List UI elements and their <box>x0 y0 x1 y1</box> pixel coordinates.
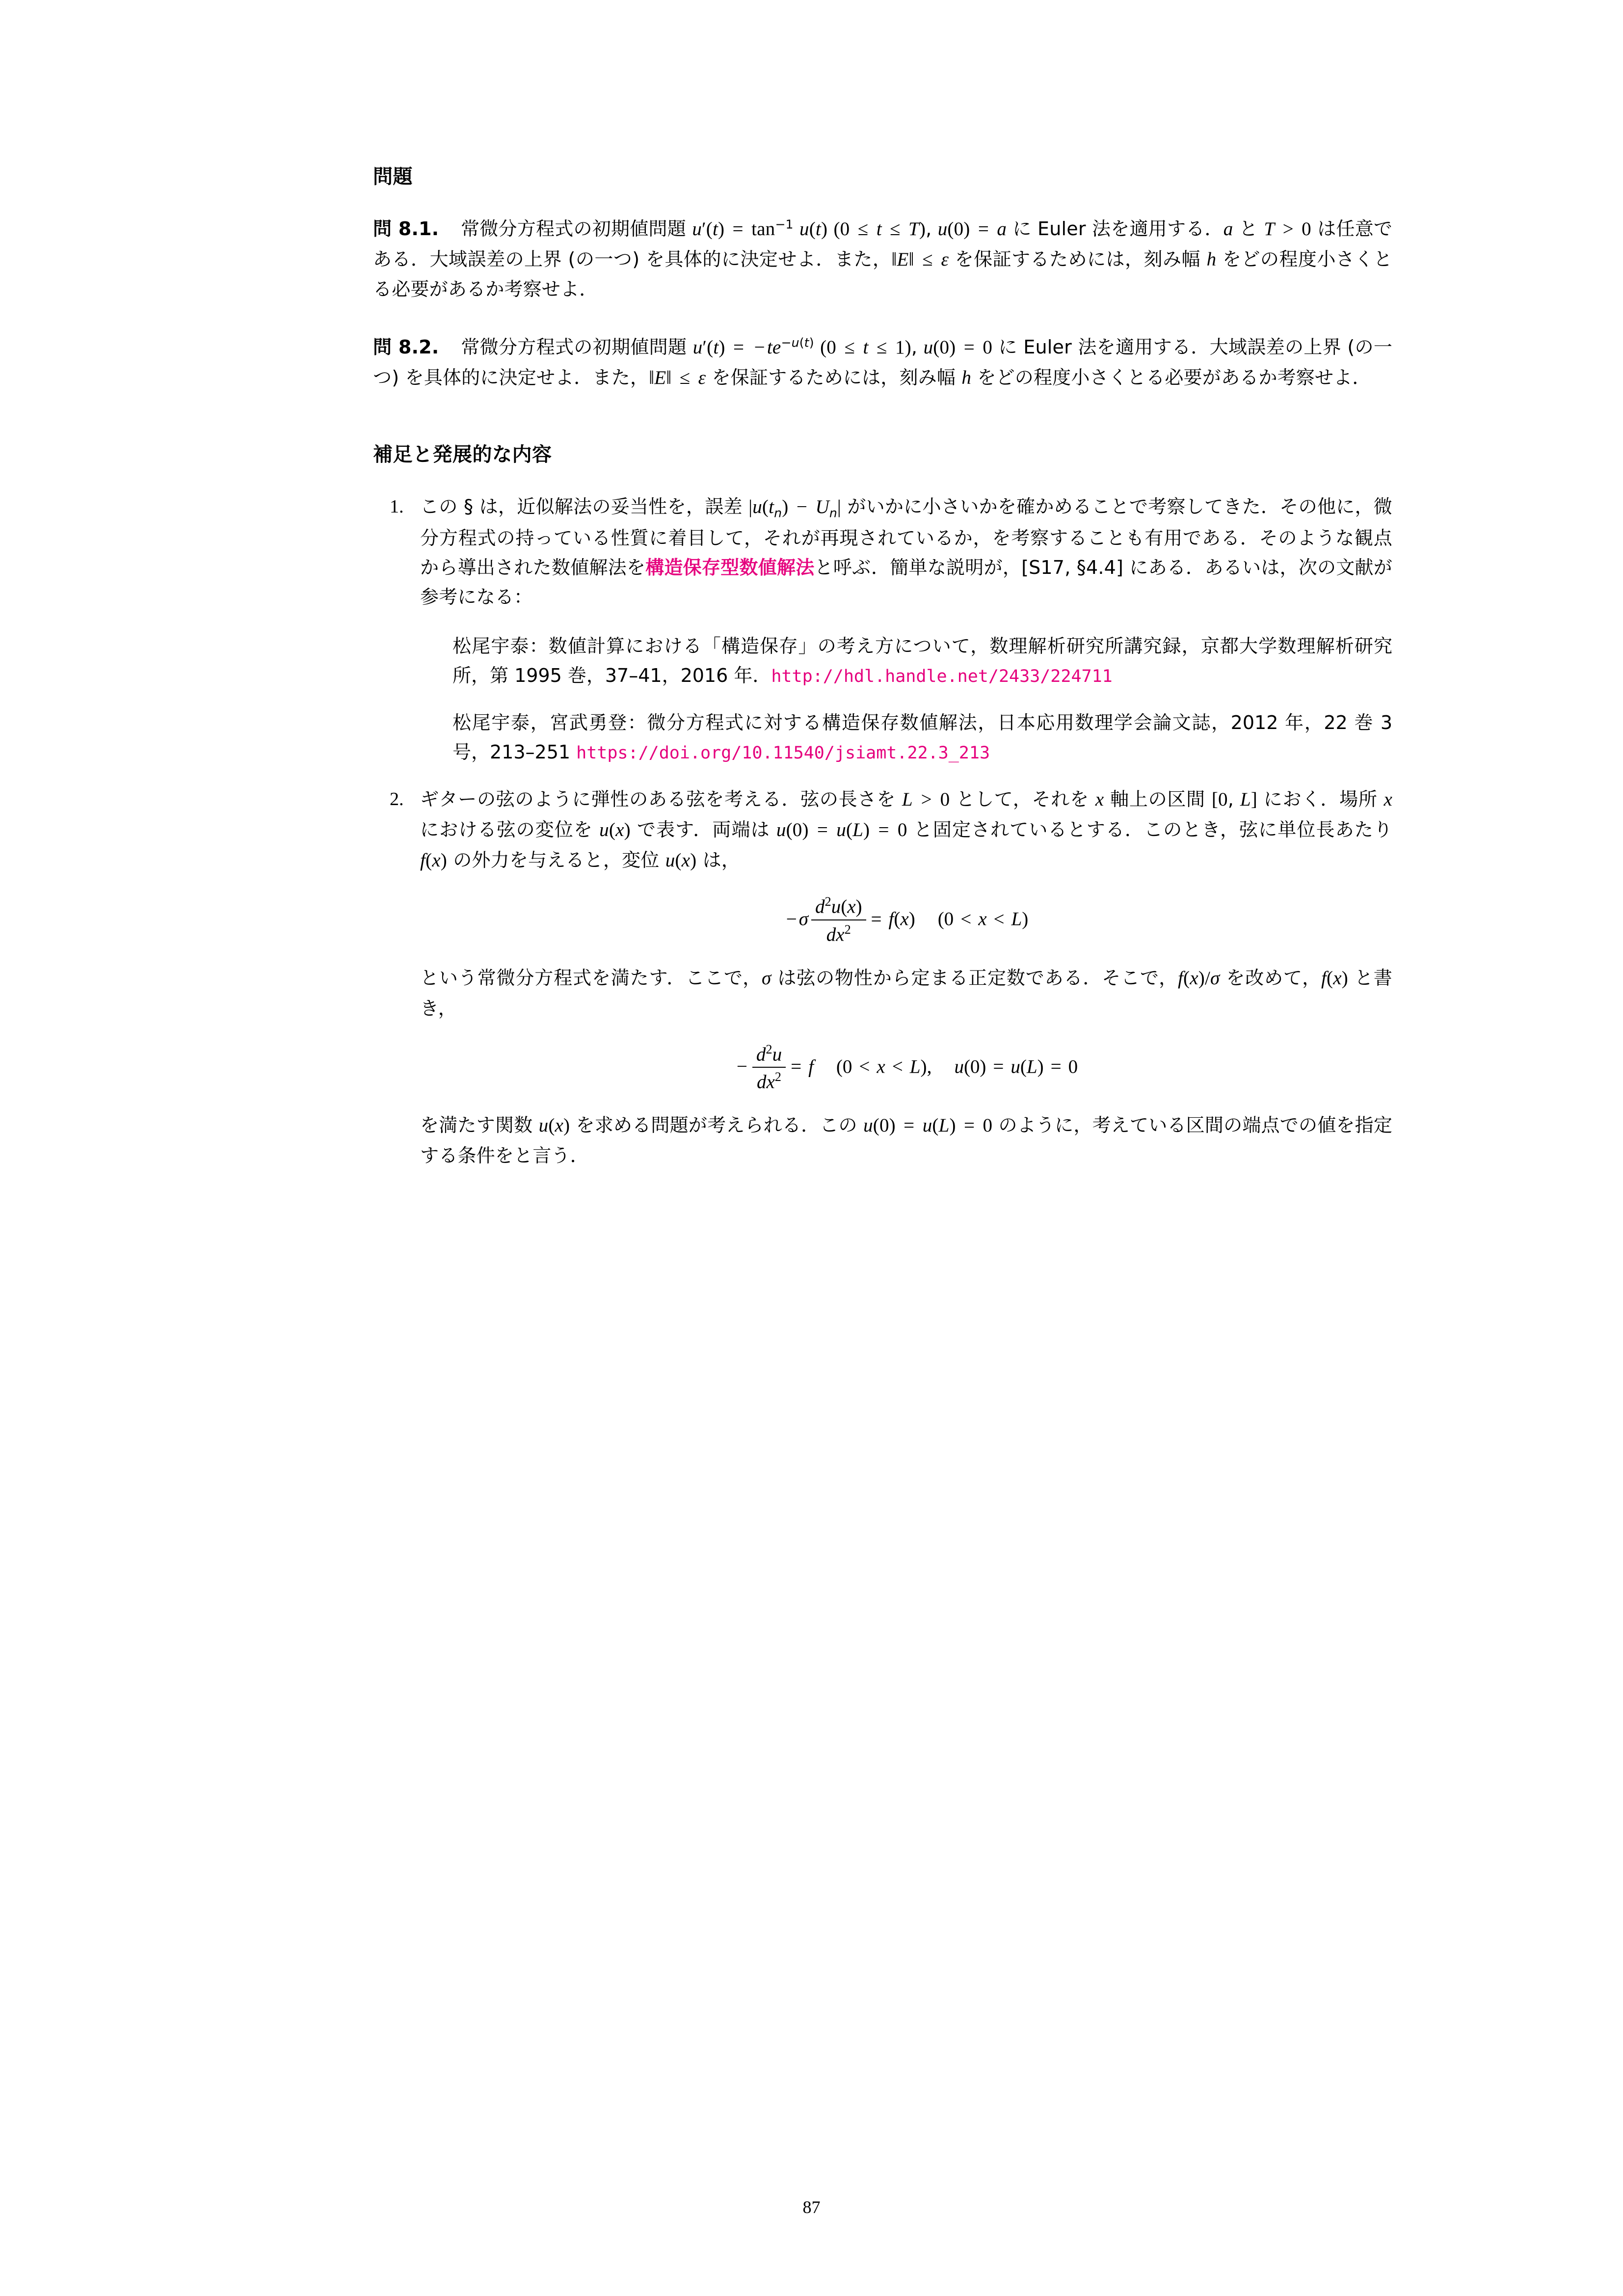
section-heading-supplement: 補足と発展的な内容 <box>373 443 552 466</box>
note-item-1 <box>420 492 1392 767</box>
reference-1-link[interactable]: http://hdl.handle.net/2433/224711 <box>771 666 1113 686</box>
note-item-2 <box>420 784 1392 1170</box>
note-2-paragraph-2: という常微分方程式を満たす．ここで，σ は弦の物性から定まる正定数である．そこで，f(x)/σ を改めて，f(x) と書き， <box>420 967 1392 1019</box>
reference-2-link[interactable]: https://doi.org/10.11540/jsiamt.22.3_213 <box>576 743 990 763</box>
note-1-paragraph: この § は，近似解法の妥当性を，誤差 $|u(t_n) - U_n|$ がいかに小さいかを確かめることで考察してきた．その他に，微分方程式の持っている性質に着目して，それが再現されているか，を考察することも有用である．そのような観点から導出された数値解法を構造保存型数値解法と呼ぶ．簡単な説明が，[S17, §4.4] にある．あるいは，次の文献が参考になる： <box>420 496 1393 608</box>
section-heading-problems: 問題 <box>373 165 413 188</box>
note-2-paragraph-3: を満たす関数 u(x) を求める問題が考えられる．この u(0) = u(L) = 0 のように，考えている区間の端点での値を指定する条件をと言う． <box>420 1114 1393 1166</box>
keyword-structure-preserving: 構造保存型数値解法 <box>645 556 815 578</box>
page-number: 87 <box>802 2197 821 2217</box>
supplement-notes-list <box>373 492 1392 1170</box>
reference-2-text: 松尾宇泰，宮武勇登：微分方程式に対する構造保存数値解法，日本応用数理学会論文誌，2012 年，22 巻 3 号，213–251 <box>452 712 1392 763</box>
reference-1-text: 松尾宇泰：数値計算における「構造保存」の考え方について，数理解析研究所講究録，京都大学数理解析研究所，第 1995 巻，37–41，2016 年． <box>452 635 1392 686</box>
equation-2: − $\frac{d^2u}{dx^2}$ = f (0 < x < L), u(0) = u(L) = 0 <box>736 1041 1078 1093</box>
note-2-paragraph-1: ギターの弦のように弾性のある弦を考える．弦の長さを L > 0 として，それを x 軸上の区間 [0, L] におく．場所 x における弦の変位を u(x) で表す．両端は u(0) = u(L) = 0 と固定されているとする．このとき，弦に単位長あたり f(x) の外力を与えると，変位 u(x) は， <box>420 788 1393 871</box>
reference-2 <box>452 708 1392 767</box>
fraction-d2u-dx2-simple: $\frac{d^2u}{dx^2}$ <box>752 1042 786 1093</box>
problem-8-1-label: 問 8.1. <box>373 218 439 240</box>
reference-1 <box>452 631 1392 690</box>
problem-8-2-label: 問 8.2. <box>373 336 439 358</box>
problem-8-2: 問 8.2. 常微分方程式の初期値問題 u′(t) = − $te^{-u(t)}$ (0 ≤ t ≤ 1), u(0) = 0 に Euler 法を適用する．大域誤差の上界 (の一つ) を具体的に決定せよ．また，‖E‖ ≤ ε を保証するためには，刻み幅 h をどの程度小さくとる必要があるか考察せよ． <box>373 335 1393 388</box>
problem-8-1: 問 8.1. 常微分方程式の初期値問題 $u'(t) = \tan^{-1} u(t) (0 \le t \le T)$, u(0) = a に Euler 法を適用する．a と T > 0 は任意である．大域誤差の上界 (の一つ) を具体的に決定せよ．また，‖E‖ ≤ ε を保証するためには，刻み幅 h をどの程度小さくとる必要があるか考察せよ． <box>373 217 1393 300</box>
fraction-d2u-dx2: $\frac{d^2u(x)}{dx^2}$ <box>811 894 866 945</box>
equation-1: − σ $\frac{d^2u(x)}{dx^2}$ = f(x) (0 < x < L) <box>786 894 1029 945</box>
